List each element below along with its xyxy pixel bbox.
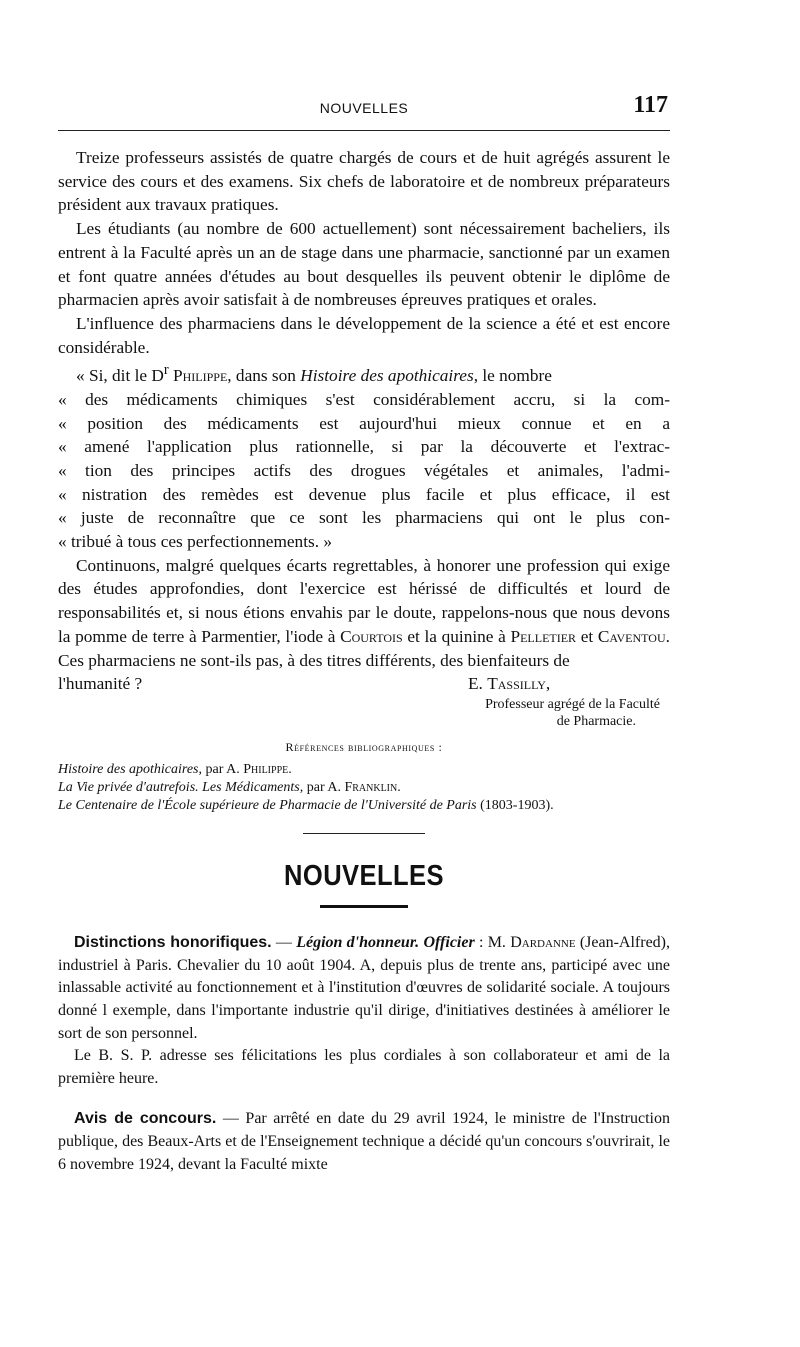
- news-dash: —: [271, 934, 297, 952]
- reference-3: [58, 797, 670, 815]
- doctor-superscript: r: [163, 362, 169, 379]
- running-title: NOUVELLES: [319, 100, 409, 116]
- quote-line: « des médicaments chimiques s'est considérablement accru, si la com-: [58, 389, 670, 409]
- signature-line: [58, 672, 670, 696]
- author-name: Philippe: [173, 366, 228, 386]
- reference-author: Franklin: [344, 780, 398, 796]
- paragraph-students: Les étudiants (au nombre de 600 actuellement) sont nécessairement bacheliers, ils entrent à la Faculté après un an de stage dans une pharmacie, sanctionné par un examen et font quatre années d'études au bout desquelles ils peuvent obtenir le diplôme de pharmacien après avoir satisfait à de nombreuses épreuves pratiques et orales.: [58, 219, 670, 310]
- reference-title: Histoire des apothicaires: [58, 762, 199, 778]
- reference-author: Philippe: [243, 762, 289, 778]
- conclusion-text: et la quinine à: [402, 626, 511, 646]
- section-title: NOUVELLES: [284, 860, 444, 893]
- book-title: Histoire des apothicaires: [300, 366, 474, 386]
- quote-intro: [58, 359, 670, 387]
- page-body: [58, 146, 670, 1176]
- quote-line: « juste de reconnaître que ce sont les pharmaciens qui ont le plus con-: [58, 508, 670, 528]
- reference-title: La Vie privée d'autrefois. Les Médicaments: [58, 780, 300, 796]
- quote-line: « position des médicaments est aujourd'hui mieux connue et en a: [58, 413, 670, 433]
- news-congratulations: Le B. S. P. adresse ses félicitations les plus cordiales à son collaborateur et ami de la première heure.: [58, 1047, 670, 1087]
- reference-2: [58, 779, 670, 797]
- conclusion-last-word: l'humanité ?: [58, 674, 143, 694]
- signature-title-1: Professeur agrégé de la Faculté: [485, 697, 660, 713]
- news-text: : M.: [474, 934, 511, 952]
- signature-name: Tassilly: [487, 674, 546, 694]
- quote-line: « nistration des remèdes est devenue plus facile et plus efficace, il est: [58, 484, 670, 504]
- signature-initial: E.: [468, 674, 488, 694]
- quote-intro-text: , dans son: [227, 366, 301, 386]
- quote-line: « tribué à tous ces perfectionnements. »: [58, 532, 333, 552]
- name-dardanne: Dardanne: [510, 934, 576, 952]
- reference-text: , par A.: [299, 780, 345, 796]
- reference-1: [58, 761, 670, 779]
- name-pelletier: Pelletier: [510, 626, 577, 646]
- reference-text: , par A.: [198, 762, 244, 778]
- quote-line: « tion des principes actifs des drogues végétales et animales, l'admi-: [58, 460, 670, 480]
- news-text: (Jean-Alfred), industriel à Paris. Chevalier du 10 août 1904. A, depuis plus de trente ans, participé avec une inlassable activité au fonctionnement et à l'institution d'œuvres de solidarité sociale. A toujours donné l exemple, dans l'importante industrie qu'il dirige, d'initiatives destinées à améliorer le sort de son personnel.: [58, 934, 671, 1042]
- running-head: [58, 92, 670, 122]
- reference-title: Le Centenaire de l'École supérieure de Pharmacie de l'Université de Paris: [58, 798, 477, 814]
- separator-rule: [303, 833, 425, 834]
- name-caventou: Caventou: [597, 626, 666, 646]
- paragraph-professors: Treize professeurs assistés de quatre chargés de cours et de huit agrégés assurent le service des cours et des examens. Six chefs de laboratoire et de nombreux préparateurs président aux travaux pratiques.: [58, 148, 670, 215]
- quotation: [58, 388, 670, 554]
- news-lead-distinctions: Distinctions honorifiques.: [74, 934, 272, 952]
- quote-intro-text: « Si, dit le D: [76, 366, 164, 386]
- reference-dates: (1803-1903).: [480, 798, 554, 814]
- quote-intro-text: , le nombre: [473, 366, 552, 386]
- quote-line: « amené l'application plus rationnelle, si par la découverte et l'extrac-: [58, 437, 670, 457]
- signature: [468, 672, 550, 696]
- legion-honneur-label: Légion d'honneur. Officier: [296, 934, 475, 952]
- news-text: — Par arrêté en date du 29 avril 1924, le ministre de l'Instruction publique, des Beaux-Arts et de l'Enseignement technique a décidé qu'un concours s'ouvrirait, le 6 novembre 1924, devant la Faculté mixte: [58, 1110, 670, 1173]
- conclusion-text: et: [576, 626, 598, 646]
- signature-title-2: de Pharmacie.: [556, 714, 636, 730]
- reference-text: .: [288, 762, 292, 778]
- signature-punct: ,: [545, 674, 551, 694]
- news-lead-concours: Avis de concours.: [74, 1110, 217, 1128]
- name-courtois: Courtois: [340, 626, 403, 646]
- reference-text: .: [397, 780, 401, 796]
- header-rule: [58, 130, 670, 131]
- paragraph-influence: L'influence des pharmaciens dans le développement de la science a été et est encore considérable.: [58, 313, 670, 357]
- page-number: 117: [633, 92, 668, 118]
- news-concours: [58, 1108, 670, 1176]
- conclusion-text: . Ces pharmaciens ne sont-ils pas, à des titres différents, des bienfaiteurs de: [58, 626, 670, 670]
- news-distinctions: [58, 932, 670, 1045]
- conclusion-text: Continuons, malgré quelques écarts regrettables, à honorer une profession qui exige des études approfondies, dont l'exercice est hérissé de difficultés et lourd de responsabilités et, si nous étions envahis par le doute, rappelons-nous que nous devons la pomme de terre à Parmentier, l'iode à: [58, 555, 670, 646]
- paragraph-conclusion: [58, 554, 670, 673]
- references-heading: Références bibliographiques :: [285, 740, 443, 755]
